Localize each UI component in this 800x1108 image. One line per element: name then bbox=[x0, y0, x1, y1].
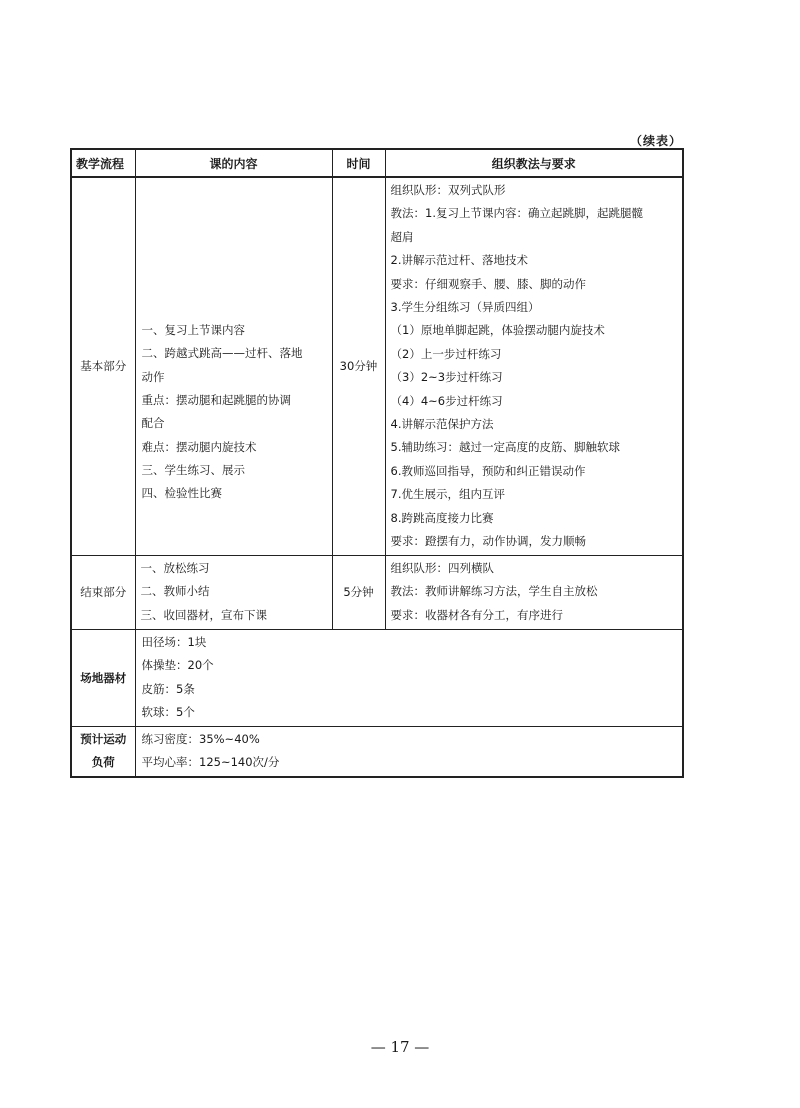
basic-part-content bbox=[135, 177, 332, 555]
content-line: 三、学生练习、展示 bbox=[141, 462, 245, 477]
content-line: 二、教师小结 bbox=[140, 584, 210, 599]
basic-part-label: 基本部分 bbox=[71, 177, 135, 555]
method-line: 超肩 bbox=[390, 229, 414, 244]
content-line: 一、复习上节课内容 bbox=[141, 323, 245, 338]
end-part-label: 结束部分 bbox=[71, 555, 135, 629]
method-line: 组织队形：四列横队 bbox=[390, 560, 494, 575]
end-part-time: 5分钟 bbox=[332, 555, 385, 629]
page-number: — 17 — bbox=[370, 1038, 430, 1056]
content-line: 动作 bbox=[141, 369, 165, 384]
header-method-requirements: 组织教法与要求 bbox=[385, 149, 683, 177]
equipment-item: 软球：5个 bbox=[141, 705, 195, 719]
method-line: 要求：收器材各有分工，有序进行 bbox=[390, 607, 563, 622]
basic-part-method bbox=[385, 177, 683, 555]
content-line: 一、放松练习 bbox=[140, 560, 210, 575]
method-line: 要求：仔细观察手、腰、膝、脚的动作 bbox=[390, 276, 586, 291]
method-line: 6.教师巡回指导，预防和纠正错误动作 bbox=[390, 463, 586, 478]
method-line: （2）上一步过杆练习 bbox=[390, 346, 502, 361]
equipment-item: 皮筋：5条 bbox=[141, 681, 195, 696]
equipment-item: 体操垫：20个 bbox=[141, 658, 214, 672]
method-line: 5.辅助练习：越过一定高度的皮筋、脚触软球 bbox=[390, 440, 620, 455]
row-venue-equipment bbox=[71, 629, 683, 726]
end-part-content bbox=[135, 555, 332, 629]
exercise-load-label bbox=[71, 726, 135, 777]
content-line: 四、检验性比赛 bbox=[141, 486, 222, 501]
method-line: 要求：蹬摆有力，动作协调，发力顺畅 bbox=[390, 534, 586, 549]
method-line: 7.优生展示，组内互评 bbox=[390, 487, 505, 502]
venue-equipment-label: 场地器材 bbox=[71, 629, 135, 726]
load-item: 练习密度：35%~40% bbox=[141, 731, 260, 746]
basic-part-time: 30分钟 bbox=[332, 177, 385, 555]
content-line: 二、跨越式跳高——过杆、落地 bbox=[141, 346, 303, 361]
header-time: 时间 bbox=[332, 149, 385, 177]
method-line: （4）4~6步过杆练习 bbox=[390, 393, 503, 408]
header-lesson-content: 课的内容 bbox=[135, 149, 332, 177]
venue-equipment-list bbox=[135, 629, 683, 726]
method-line: （1）原地单脚起跳，体验摆动腿内旋技术 bbox=[390, 323, 605, 338]
exercise-load-label-line: 负荷 bbox=[91, 755, 115, 769]
method-line: 3.学生分组练习（异质四组） bbox=[390, 300, 540, 315]
content-line: 配合 bbox=[141, 416, 165, 431]
continued-table-label: （续表） bbox=[629, 134, 682, 148]
method-line: 组织队形：双列式队形 bbox=[390, 183, 506, 197]
row-exercise-load bbox=[71, 726, 683, 777]
content-line: 重点：摆动腿和起跳腿的协调 bbox=[141, 392, 291, 407]
row-basic-part bbox=[71, 177, 683, 555]
load-item: 平均心率：125~140次/分 bbox=[141, 755, 280, 769]
method-line: 8.跨跳高度接力比赛 bbox=[390, 510, 494, 525]
method-line: 2.讲解示范过杆、落地技术 bbox=[390, 253, 528, 268]
equipment-item: 田径场：1块 bbox=[141, 634, 207, 649]
lesson-plan-table bbox=[70, 148, 684, 778]
exercise-load-label-line: 预计运动 bbox=[80, 731, 127, 746]
row-end-part bbox=[71, 555, 683, 629]
content-line: 三、收回器材，宣布下课 bbox=[140, 607, 267, 622]
method-line: （3）2~3步过杆练习 bbox=[390, 370, 503, 385]
method-line: 教法：1.复习上节课内容：确立起跳脚，起跳腿髋 bbox=[390, 206, 643, 221]
end-part-method bbox=[385, 555, 683, 629]
header-teaching-flow: 教学流程 bbox=[71, 149, 135, 177]
method-line: 4.讲解示范保护方法 bbox=[390, 417, 494, 432]
content-line: 难点：摆动腿内旋技术 bbox=[141, 439, 257, 454]
exercise-load-list bbox=[135, 726, 683, 777]
table-header-row bbox=[71, 149, 683, 177]
method-line: 教法：教师讲解练习方法，学生自主放松 bbox=[390, 584, 598, 599]
